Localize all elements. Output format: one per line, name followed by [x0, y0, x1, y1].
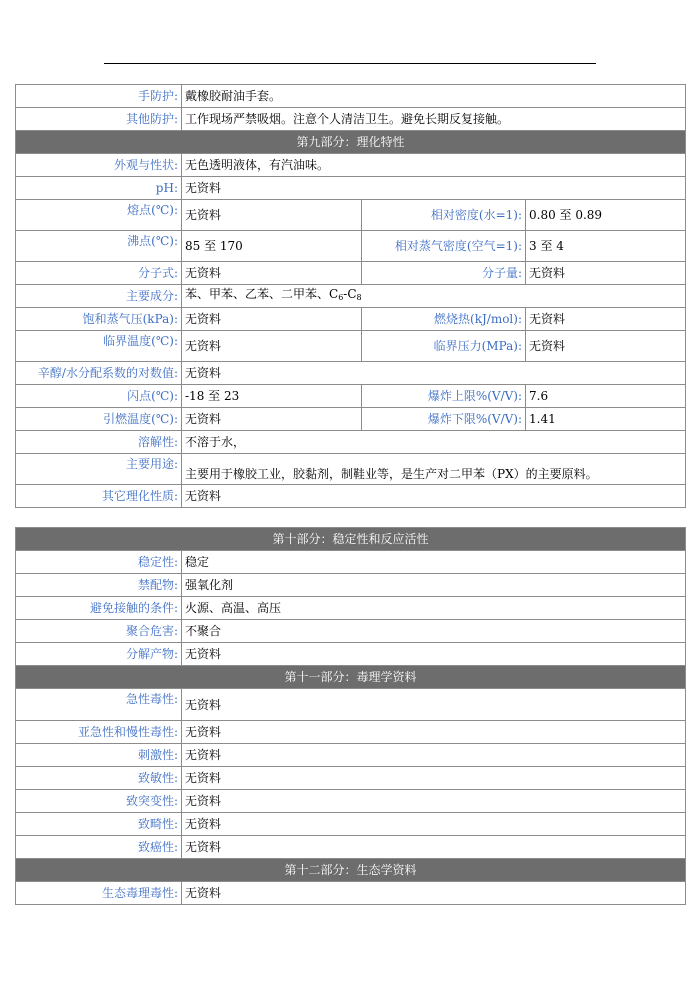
critical-temperature-label: 临界温度(℃): [16, 331, 182, 362]
relative-density-value: 0.80 至 0.89 [526, 200, 686, 231]
irritation-label: 刺激性: [16, 744, 182, 767]
acute-toxicity-label: 急性毒性: [16, 689, 182, 721]
teratogenicity-value: 无资料 [182, 813, 686, 836]
heat-of-combustion-label: 燃烧热(kJ/mol): [362, 308, 526, 331]
acute-toxicity-value: 无资料 [182, 689, 686, 721]
chronic-toxicity-value: 无资料 [182, 721, 686, 744]
ecotoxicity-value: 无资料 [182, 882, 686, 905]
flash-point-value: -18 至 23 [182, 385, 362, 408]
solubility-value: 不溶于水， [182, 431, 686, 454]
other-properties-label: 其它理化性质: [16, 485, 182, 508]
ecotoxicity-label: 生态毒理毒性: [16, 882, 182, 905]
main-components-sub1: 6 [338, 293, 344, 302]
main-components-text: 苯、甲苯、乙苯、二甲苯、C [185, 287, 339, 301]
main-components-value [182, 285, 686, 308]
teratogenicity-label: 致畸性: [16, 813, 182, 836]
boiling-point-value: 85 至 170 [182, 231, 362, 262]
incompatible-label: 禁配物: [16, 574, 182, 597]
section9-title: 第九部分：理化特性 [16, 131, 686, 154]
main-components-sub2: 8 [356, 293, 362, 302]
molecular-weight-value: 无资料 [526, 262, 686, 285]
other-protection-label: 其他防护: [16, 108, 182, 131]
flash-point-label: 闪点(℃): [16, 385, 182, 408]
other-protection-value: 工作现场严禁吸烟。注意个人清洁卫生。避免长期反复接触。 [182, 108, 686, 131]
decomposition-value: 无资料 [182, 643, 686, 666]
relative-vapor-density-label: 相对蒸气密度(空气=1): [362, 231, 526, 262]
ph-label: pH: [16, 177, 182, 200]
hand-protection-label: 手防护: [16, 85, 182, 108]
upper-explosive-limit-label: 爆炸上限%(V/V): [362, 385, 526, 408]
critical-pressure-label: 临界压力(MPa): [362, 331, 526, 362]
carcinogenicity-label: 致癌性: [16, 836, 182, 859]
lower-explosive-limit-label: 爆炸下限%(V/V): [362, 408, 526, 431]
section12-title: 第十二部分：生态学资料 [16, 859, 686, 882]
other-properties-value: 无资料 [182, 485, 686, 508]
main-components-label: 主要成分: [16, 285, 182, 308]
appearance-value: 无色透明液体，有汽油味。 [182, 154, 686, 177]
section11-title: 第十一部分：毒理学资料 [16, 666, 686, 689]
irritation-value: 无资料 [182, 744, 686, 767]
incompatible-value: 强氧化剂 [182, 574, 686, 597]
header-rule [104, 63, 596, 64]
ph-value: 无资料 [182, 177, 686, 200]
molecular-formula-value: 无资料 [182, 262, 362, 285]
polymerization-value: 不聚合 [182, 620, 686, 643]
vapor-pressure-value: 无资料 [182, 308, 362, 331]
sensitization-label: 致敏性: [16, 767, 182, 790]
stability-value: 稳定 [182, 551, 686, 574]
lower-explosive-limit-value: 1.41 [526, 408, 686, 431]
sensitization-value: 无资料 [182, 767, 686, 790]
boiling-point-label: 沸点(℃): [16, 231, 182, 262]
critical-pressure-value: 无资料 [526, 331, 686, 362]
ignition-temperature-label: 引燃温度(℃): [16, 408, 182, 431]
conditions-to-avoid-value: 火源、高温、高压 [182, 597, 686, 620]
hand-protection-value: 戴橡胶耐油手套。 [182, 85, 686, 108]
main-uses-label: 主要用途: [16, 454, 182, 485]
polymerization-label: 聚合危害: [16, 620, 182, 643]
mutagenicity-label: 致突变性: [16, 790, 182, 813]
physical-properties-table [15, 84, 686, 508]
molecular-weight-label: 分子量: [362, 262, 526, 285]
mutagenicity-value: 无资料 [182, 790, 686, 813]
melting-point-label: 熔点(℃): [16, 200, 182, 231]
main-uses-value: 主要用于橡胶工业，胶黏剂，制鞋业等，是生产对二甲苯（PX）的主要原料。 [182, 454, 686, 485]
ignition-temperature-value: 无资料 [182, 408, 362, 431]
section10-title: 第十部分：稳定性和反应活性 [16, 528, 686, 551]
log-kow-value: 无资料 [182, 362, 686, 385]
relative-density-label: 相对密度(水=1): [362, 200, 526, 231]
appearance-label: 外观与性状: [16, 154, 182, 177]
vapor-pressure-label: 饱和蒸气压(kPa): [16, 308, 182, 331]
melting-point-value: 无资料 [182, 200, 362, 231]
log-kow-label: 辛醇/水分配系数的对数值: [16, 362, 182, 385]
heat-of-combustion-value: 无资料 [526, 308, 686, 331]
decomposition-label: 分解产物: [16, 643, 182, 666]
molecular-formula-label: 分子式: [16, 262, 182, 285]
stability-toxicology-table [15, 527, 686, 905]
conditions-to-avoid-label: 避免接触的条件: [16, 597, 182, 620]
solubility-label: 溶解性: [16, 431, 182, 454]
stability-label: 稳定性: [16, 551, 182, 574]
carcinogenicity-value: 无资料 [182, 836, 686, 859]
upper-explosive-limit-value: 7.6 [526, 385, 686, 408]
critical-temperature-value: 无资料 [182, 331, 362, 362]
relative-vapor-density-value: 3 至 4 [526, 231, 686, 262]
chronic-toxicity-label: 亚急性和慢性毒性: [16, 721, 182, 744]
main-components-dash: -C [343, 287, 357, 301]
